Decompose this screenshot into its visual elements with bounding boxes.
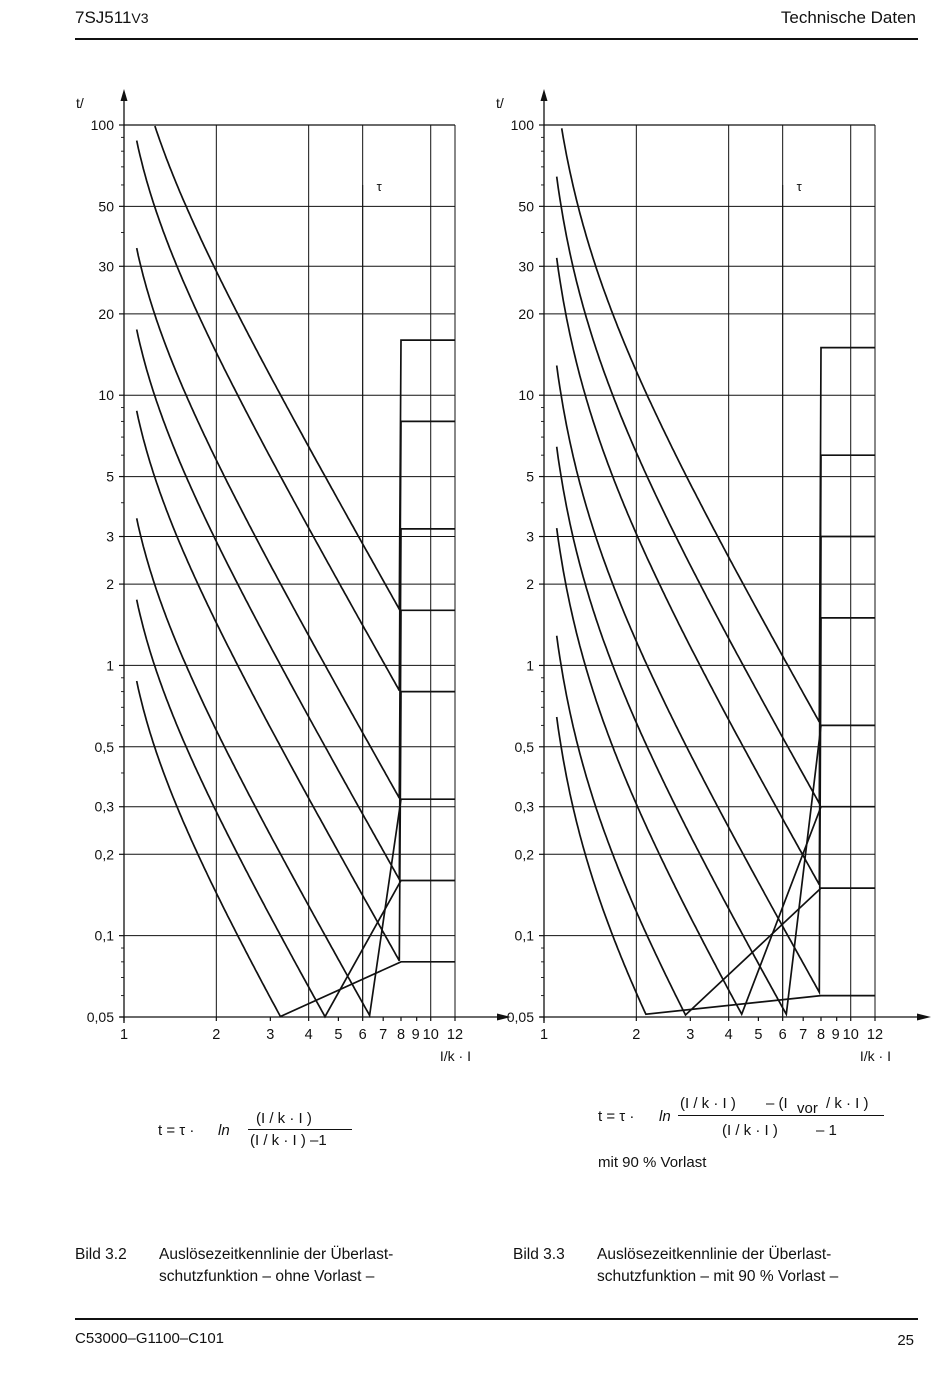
y-tick-label: 100 <box>90 117 114 133</box>
y-tick-label: 5 <box>526 468 534 485</box>
document-id-sub: V3 <box>131 10 149 26</box>
formula-right-numerator-sub: vor <box>797 1100 818 1117</box>
x-axis-label: I/k · I <box>859 1048 891 1064</box>
y-tick-label: 5 <box>106 468 114 485</box>
page-number: 25 <box>897 1332 914 1349</box>
x-tick-label: 12 <box>866 1027 884 1043</box>
y-tick-label: 50 <box>518 198 534 215</box>
formula-right-numerator-c: / k · I ) <box>826 1095 869 1112</box>
formula-right-denominator: (I / k · I ) <box>722 1122 778 1139</box>
x-tick-label: 1 <box>539 1027 549 1043</box>
y-tick-label: 0,1 <box>514 927 534 944</box>
x-tick-label: 6 <box>358 1027 367 1043</box>
caption-left-line1: Auslösezeitkennlinie der Überlast- <box>159 1246 394 1263</box>
y-tick-label: 3 <box>106 528 114 545</box>
formula-right <box>598 1092 898 1177</box>
formula-right-denominator-b: – 1 <box>816 1122 837 1139</box>
x-tick-label: 9 <box>411 1027 420 1043</box>
caption-right-line2: schutzfunktion – mit 90 % Vorlast – <box>597 1268 839 1285</box>
document-id-main: 7SJ511 <box>75 8 132 27</box>
x-tick-label: 5 <box>334 1027 343 1043</box>
y-tick-label: 0,3 <box>94 798 114 815</box>
x-tick-label: 3 <box>686 1027 695 1043</box>
curve-tau-200 <box>562 128 875 722</box>
y-tick-label: 1 <box>106 657 114 674</box>
formula-right-numerator-a: (I / k · I ) <box>680 1095 736 1112</box>
curve-tau-1 <box>557 717 875 1014</box>
x-tick-label: 4 <box>724 1027 733 1043</box>
tau-label: τ <box>796 178 802 194</box>
caption-right-label: Bild 3.3 <box>513 1246 565 1263</box>
x-tick-label: 10 <box>422 1027 439 1043</box>
y-axis-label: t/ <box>76 95 84 111</box>
x-tick-label: 12 <box>446 1027 464 1043</box>
formula-right-lhs: t = τ · <box>598 1108 635 1125</box>
y-tick-label: 0,05 <box>86 1009 114 1025</box>
x-tick-label: 9 <box>831 1027 840 1043</box>
x-tick-label: 2 <box>212 1027 221 1043</box>
tau-label: τ <box>376 178 382 194</box>
formula-right-note: mit 90 % Vorlast <box>598 1154 707 1171</box>
y-tick-label: 30 <box>518 258 534 275</box>
formula-left-lhs: t = τ · <box>158 1122 195 1139</box>
caption-left-label: Bild 3.2 <box>75 1246 127 1263</box>
curve-tau-2 <box>557 636 875 1015</box>
x-axis-label: I/k · I <box>439 1048 471 1064</box>
y-tick-label: 1 <box>526 657 534 674</box>
y-tick-label: 50 <box>98 198 114 215</box>
y-tick-label: 0,2 <box>514 846 534 863</box>
formula-left-ln: ln <box>218 1122 230 1139</box>
order-number: C53000–G1100–C101 <box>75 1330 225 1347</box>
formula-right-numerator-b: – (I <box>766 1095 788 1112</box>
y-axis-label: t/ <box>496 95 504 111</box>
y-tick-label: 0,5 <box>94 738 114 755</box>
footer-rule <box>75 1318 918 1320</box>
curve-tau-5 <box>557 528 875 1014</box>
formula-left-numerator: (I / k · I ) <box>256 1110 312 1127</box>
y-tick-label: 2 <box>526 576 534 593</box>
curve-tau-20 <box>557 366 875 993</box>
y-tick-label: 20 <box>98 305 114 322</box>
section-title: Technische Daten <box>780 8 916 27</box>
x-tick-label: 3 <box>266 1027 275 1043</box>
x-tick-label: 10 <box>842 1027 859 1043</box>
x-tick-label: 4 <box>304 1027 313 1043</box>
x-tick-label: 1 <box>119 1027 129 1043</box>
y-tick-label: 10 <box>98 387 114 404</box>
x-tick-label: 7 <box>379 1027 388 1043</box>
formula-left-fraction-bar <box>248 1129 352 1130</box>
y-tick-label: 0,3 <box>514 798 534 815</box>
formula-right-ln: ln <box>659 1108 671 1125</box>
x-tick-label: 8 <box>396 1027 406 1043</box>
y-tick-label: 10 <box>518 387 534 404</box>
y-tick-label: 100 <box>510 117 534 133</box>
formula-left <box>158 1110 378 1158</box>
caption-left-line2: schutzfunktion – ohne Vorlast – <box>159 1268 375 1285</box>
y-tick-label: 30 <box>98 258 114 275</box>
formula-right-fraction-bar <box>678 1115 884 1116</box>
x-axis-arrow <box>917 1014 931 1021</box>
x-tick-label: 8 <box>816 1027 826 1043</box>
curve-tau-50 <box>557 258 875 885</box>
y-tick-label: 20 <box>518 305 534 322</box>
x-tick-label: 2 <box>632 1027 641 1043</box>
y-axis-arrow <box>541 89 548 101</box>
y-tick-label: 0,5 <box>514 738 534 755</box>
caption-right-line1: Auslösezeitkennlinie der Überlast- <box>597 1246 832 1263</box>
x-tick-label: 6 <box>778 1027 787 1043</box>
formula-left-denominator: (I / k · I ) –1 <box>250 1132 327 1149</box>
y-tick-label: 3 <box>526 528 534 545</box>
curve-tau-100 <box>557 177 875 804</box>
y-tick-label: 0,1 <box>94 927 114 944</box>
x-tick-label: 7 <box>799 1027 808 1043</box>
y-tick-label: 0,05 <box>506 1009 534 1025</box>
y-tick-label: 0,2 <box>94 846 114 863</box>
x-tick-label: 5 <box>754 1027 763 1043</box>
y-tick-label: 2 <box>106 576 114 593</box>
